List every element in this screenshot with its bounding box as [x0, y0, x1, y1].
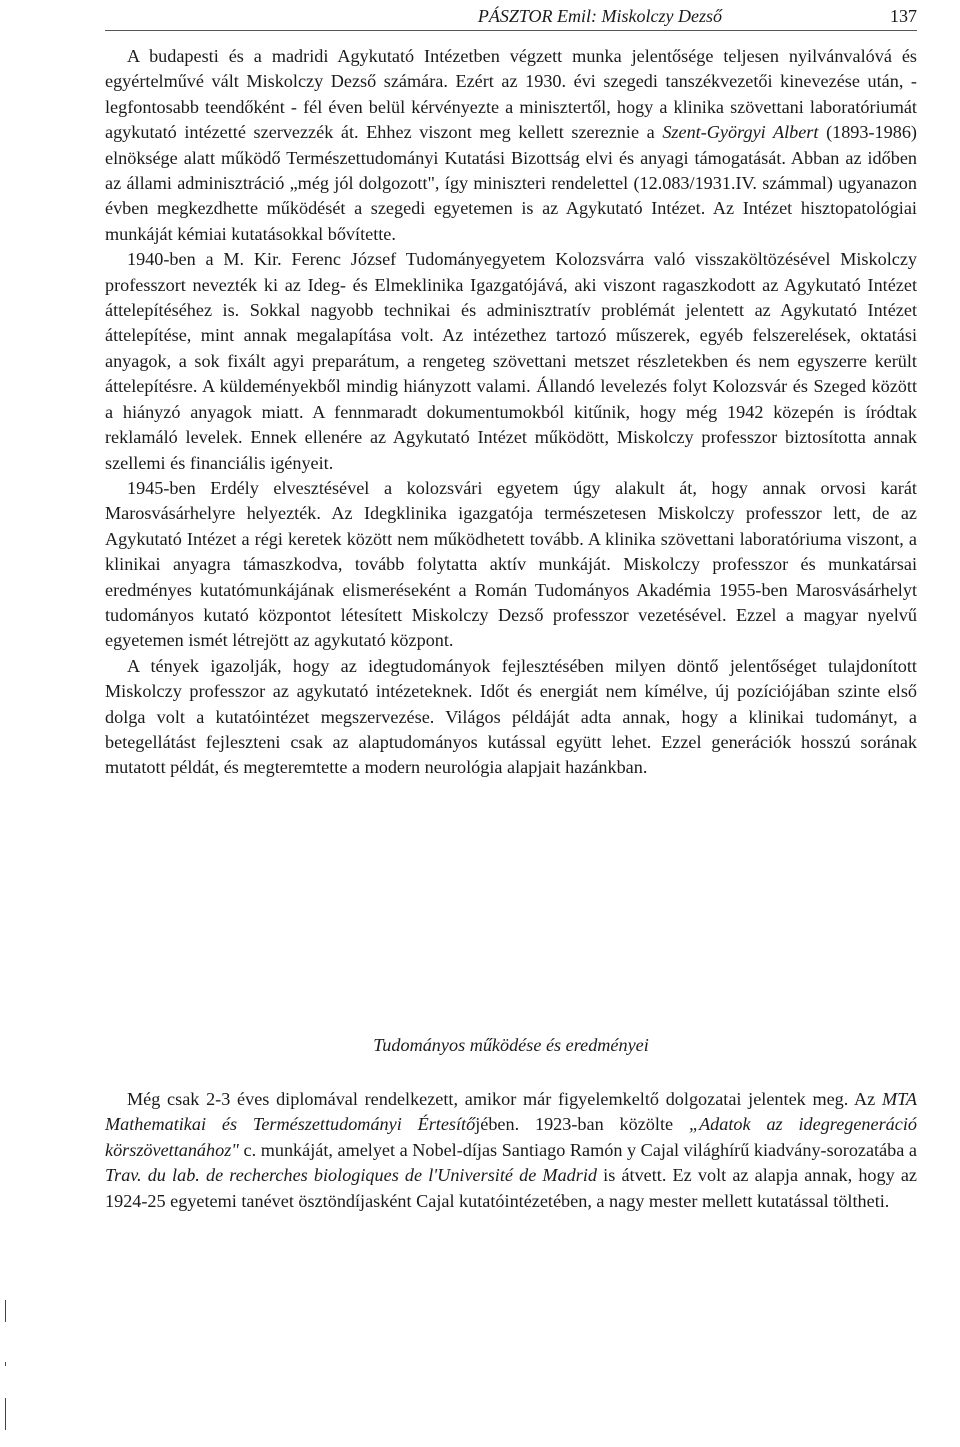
scan-margin-marks: [3, 1300, 11, 1440]
margin-mark: [5, 1398, 6, 1430]
margin-mark: [5, 1362, 6, 1366]
paragraph-5-part4: is átvett. Ez volt az alapja annak, hogy az 1924-25 egyetemi tanévet ösztöndíjasként Cajal kutatóintézetében, a nagy mester mellett kutatással töltheti.: [105, 1165, 917, 1211]
paragraph-1-text: A budapesti és a madridi Agykutató Intézetben végzett munka jelentősége teljesen nyilvánvalóvá és egyértelművé vált Miskolczy Dezső számára. Ezért az 1930. évi szegedi tanszékvezetői kinevezése után, - legfontosabb teendőként - fél éven belül kérvényezte a minisztertől, hogy a klinika szövettani laboratóriumát agykutató intézetté szervezzék át. Ehhez viszont meg kellett szereznie a Szent-Györgyi Albert (1893-1986) elnöksége alatt működő Természettudományi Kutatási Bizottság elvi és anyagi támogatását. Abban az időben az állami adminisztráció „még jól dolgozott", így miniszteri rendelettel (12.083/1931.IV. számmal) ugyanazon évben megkezdhette működését a szegedi egyetemen is az Agykutató Intézet. Az Intézet hisztopatológiai munkáját kémiai kutatásokkal bővítette.: [105, 46, 917, 244]
page-number: 137: [890, 6, 917, 26]
header-rule: [105, 30, 917, 31]
paragraph-2: 1940-ben a M. Kir. Ferenc József Tudományegyetem Kolozsvárra való visszaköltözésével Miskolczy professzort nevezték ki az Ideg- és Elmeklinika Igazgatójává, aki viszont ragaszkodott az Agykutató Intézet áttelepítéséhez is. Sokkal nagyobb technikai és adminisztratív problémát jelentett az Agykutató Intézet áttelepítése, mint annak megalapítása volt. Az intézethez tartozó műszerek, egyéb felszerelések, oktatási anyagok, a sok fixált agyi preparátum, a rengeteg szövettani metszet részletekben és nem egyszerre került áttelepítésre. A küldeményekből mindig hiányzott valami. Állandó levelezés folyt Kolozsvár és Szeged között a hiányzó anyagok miatt. A fennmaradt dokumentumokból kitűnik, hogy még 1942 közepén is íródtak reklamáló levelek. Ennek ellenére az Agykutató Intézet működött, Miskolczy professzor biztosította annak szellemi és financiális igényeit.: [105, 249, 917, 473]
header-author-title: PÁSZTOR Emil: Miskolczy Dezső: [477, 6, 722, 26]
paragraph-5: [105, 1087, 917, 1214]
article-title: „Adatok az idegregeneráció körszövettanához": [105, 1114, 917, 1160]
series-title: Trav. du lab. de recherches biologiques de l'Université de Madrid: [105, 1165, 597, 1186]
body-text-upper: [105, 44, 917, 781]
section-heading: Tudományos működése és eredményei: [373, 1035, 649, 1055]
paragraph-4: A tények igazolják, hogy az idegtudományok fejlesztésében milyen döntő jelentőséget tulajdonított Miskolczy professzor az agykutató intézeteknek. Időt és energiát nem kímélve, új pozíciójában szinte első dolga volt a kutatóintézet megszervezése. Világos példáját adta annak, hogy a klinikai tudományt, a betegellátást fejleszteni csak az alaptudományos kutással együtt lehet. Ezzel generációk hosszú sorának mutatott példát, és megteremtette a modern neurológia alapjait hazánkban.: [105, 655, 917, 778]
paragraph-5-part1: Még csak 2-3 éves diplomával rendelkezett, amikor már figyelemkeltő dolgozatai jelentek meg. Az: [127, 1089, 882, 1109]
body-text-lower: [105, 1087, 917, 1214]
journal-title: MTA Mathematikai és Természettudományi Értesítő: [105, 1089, 917, 1135]
paragraph-1: [105, 44, 917, 247]
person-name-italic: Szent-Györgyi Albert: [662, 122, 819, 143]
paragraph-5-part2: jében. 1923-ban közölte: [475, 1114, 689, 1135]
margin-mark: [5, 1300, 6, 1322]
paragraph-3: 1945-ben Erdély elvesztésével a kolozsvári egyetem úgy alakult át, hogy annak orvosi karát Marosvásárhelyre helyezték. Az Idegklinika igazgatója természetesen Miskolczy professzor lett, de az Agykutató Intézet a régi keretek között nem működhetett tovább. A klinika szövettani laboratóriuma viszont, a klinikai anyagra támaszkodva, tovább folytatta aktív munkáját. Miskolczy professzor és munkatársai eredményes kutatómunkájának elismeréseként a Román Tudományos Akadémia 1955-ben Marosvásárhelyt tudományos kutató központot létesített Miskolczy Dezső professzor vezetésével. Ezzel a magyar nyelvű egyetemen ismét létrejött az agykutató központ.: [105, 477, 917, 651]
running-header: [105, 4, 917, 28]
paragraph-5-part3: c. munkáját, amelyet a Nobel-díjas Santiago Ramón y Cajal világhírű kiadvány-sorozatába a: [238, 1139, 917, 1160]
